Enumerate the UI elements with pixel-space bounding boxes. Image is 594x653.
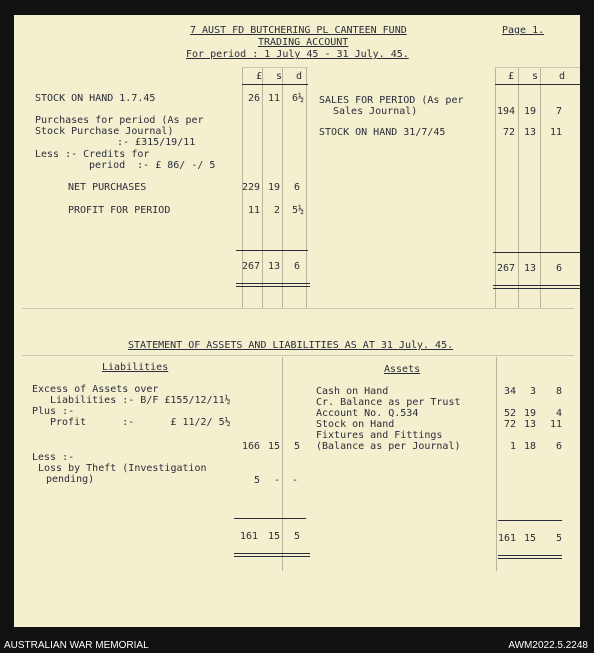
cash-pounds: 34 — [503, 386, 516, 397]
purchases-line-1: Purchases for period (As per — [35, 115, 204, 126]
subtotal-pence: 5 — [293, 441, 300, 452]
left-unit-shillings: s — [275, 71, 282, 82]
right-total-pence: 6 — [555, 263, 562, 274]
sales-pence: 7 — [555, 106, 562, 117]
cr-balance-line-2: Account No. Q.534 — [316, 408, 419, 419]
left-col-rule-4 — [306, 67, 307, 309]
theft-line-1: Loss by Theft (Investigation — [38, 463, 207, 474]
theft-line-2: pending) — [46, 474, 95, 485]
plus-line: Plus :- — [32, 406, 75, 417]
stock-pence: 11 — [549, 419, 562, 430]
left-total-shillings: 13 — [267, 261, 280, 272]
fund-title: 7 AUST FD BUTCHERING PL CANTEEN FUND — [190, 25, 407, 36]
archive-credit: AUSTRALIAN WAR MEMORIAL — [4, 640, 149, 651]
sales-line-1: SALES FOR PERIOD (As per — [319, 95, 464, 106]
stock-on-hand-shillings: 11 — [267, 93, 280, 104]
left-total-pounds: 267 — [242, 261, 261, 272]
assets-heading: Assets — [384, 364, 421, 375]
left-units-top-rule — [242, 67, 308, 68]
subtotal-shillings: 15 — [267, 441, 280, 452]
profit-pence: 5½ — [291, 205, 304, 216]
stock-on-hand-pence: 6½ — [291, 93, 304, 104]
period-line: For period : 1 July 45 - 31 July. 45. — [186, 49, 409, 60]
net-purchases-pounds: 229 — [242, 182, 261, 193]
right-total-double-rule-2 — [493, 288, 580, 289]
liab-total-pounds: 161 — [240, 531, 259, 542]
left-total-double-rule-2 — [236, 286, 310, 287]
cr-shillings: 19 — [523, 408, 536, 419]
left-unit-pence: d — [295, 71, 302, 82]
right-unit-shillings: s — [531, 71, 538, 82]
liab-total-double-rule-1 — [234, 553, 310, 554]
stock-close-pounds: 72 — [502, 127, 515, 138]
profit-shillings: 2 — [273, 205, 280, 216]
left-units-rule — [242, 84, 308, 85]
section-divider — [22, 308, 574, 309]
right-col-rule-1 — [495, 67, 496, 309]
profit-pounds: 11 — [247, 205, 260, 216]
stock-close-label: STOCK ON HAND 31/7/45 — [319, 127, 446, 138]
assets-total-double-rule-2 — [498, 558, 562, 559]
left-total-pence: 6 — [293, 261, 300, 272]
excess-line-2: Liabilities :- B/F £155/12/11½ — [50, 395, 231, 406]
stock-pounds: 72 — [503, 419, 516, 430]
statement-title-rule — [22, 355, 574, 356]
right-col-rule-3 — [540, 67, 541, 309]
profit-line: Profit :- £ 11/2/ 5½ — [50, 417, 231, 428]
right-unit-pence: d — [558, 71, 565, 82]
right-units-rule — [495, 84, 580, 85]
right-units-top-rule — [495, 67, 580, 68]
stock-shillings: 13 — [523, 419, 536, 430]
right-unit-pounds: £ — [507, 71, 514, 82]
sales-line-2: Sales Journal) — [333, 106, 418, 117]
assets-total-double-rule-1 — [498, 555, 562, 556]
cash-label: Cash on Hand — [316, 386, 389, 397]
fixtures-line-1: Fixtures and Fittings — [316, 430, 443, 441]
trading-account-title: TRADING ACCOUNT — [258, 37, 349, 48]
theft-pounds: 5 — [253, 475, 260, 486]
stock-label: Stock on Hand — [316, 419, 395, 430]
purchases-line-2: Stock Purchase Journal) — [35, 126, 174, 137]
net-purchases-label: NET PURCHASES — [68, 182, 147, 193]
less-credits-line-2: period :- £ 86/ -/ 5 — [89, 160, 216, 171]
document-page — [14, 15, 580, 627]
accession-number: AWM2022.5.2248 — [508, 640, 588, 651]
cr-balance-line-1: Cr. Balance as per Trust — [316, 397, 461, 408]
sales-pounds: 194 — [497, 106, 516, 117]
stock-close-pence: 11 — [549, 127, 562, 138]
liab-total-double-rule-2 — [234, 556, 310, 557]
stock-close-shillings: 13 — [523, 127, 536, 138]
liabilities-heading: Liabilities — [102, 362, 169, 373]
assets-total-shillings: 15 — [523, 533, 536, 544]
fixtures-shillings: 18 — [523, 441, 536, 452]
theft-pence: - — [291, 475, 298, 486]
excess-line-1: Excess of Assets over — [32, 384, 159, 395]
liab-total-rule — [234, 518, 306, 519]
assets-total-pounds: 161 — [498, 533, 517, 544]
right-total-pounds: 267 — [497, 263, 516, 274]
subtotal-pounds: 166 — [242, 441, 261, 452]
cash-shillings: 3 — [529, 386, 536, 397]
cr-pounds: 52 — [503, 408, 516, 419]
right-total-rule — [493, 252, 580, 253]
right-total-double-rule-1 — [493, 285, 580, 286]
sales-shillings: 19 — [523, 106, 536, 117]
cash-pence: 8 — [555, 386, 562, 397]
assets-amount-rule — [496, 357, 497, 571]
stock-on-hand-pounds: 26 — [247, 93, 260, 104]
less-line: Less :- — [32, 452, 75, 463]
less-credits-line-1: Less :- Credits for — [35, 149, 150, 160]
purchases-line-3: :- £315/19/11 — [117, 137, 196, 148]
left-unit-pounds: £ — [255, 71, 262, 82]
page-number: Page 1. — [502, 25, 545, 36]
left-total-rule — [236, 250, 308, 251]
theft-shillings: - — [273, 475, 280, 486]
cr-pence: 4 — [555, 408, 562, 419]
statement-title: STATEMENT OF ASSETS AND LIABILITIES AS AT 31 July. 45. — [128, 340, 454, 351]
fixtures-pounds: 1 — [509, 441, 516, 452]
net-purchases-pence: 6 — [293, 182, 300, 193]
assets-total-pence: 5 — [555, 533, 562, 544]
assets-total-rule — [498, 520, 562, 521]
net-purchases-shillings: 19 — [267, 182, 280, 193]
right-total-shillings: 13 — [523, 263, 536, 274]
fixtures-pence: 6 — [555, 441, 562, 452]
stock-on-hand-label: STOCK ON HAND 1.7.45 — [35, 93, 156, 104]
left-total-double-rule-1 — [236, 283, 310, 284]
profit-for-period-label: PROFIT FOR PERIOD — [68, 205, 171, 216]
liab-total-pence: 5 — [293, 531, 300, 542]
liab-total-shillings: 15 — [267, 531, 280, 542]
fixtures-line-2: (Balance as per Journal) — [316, 441, 461, 452]
